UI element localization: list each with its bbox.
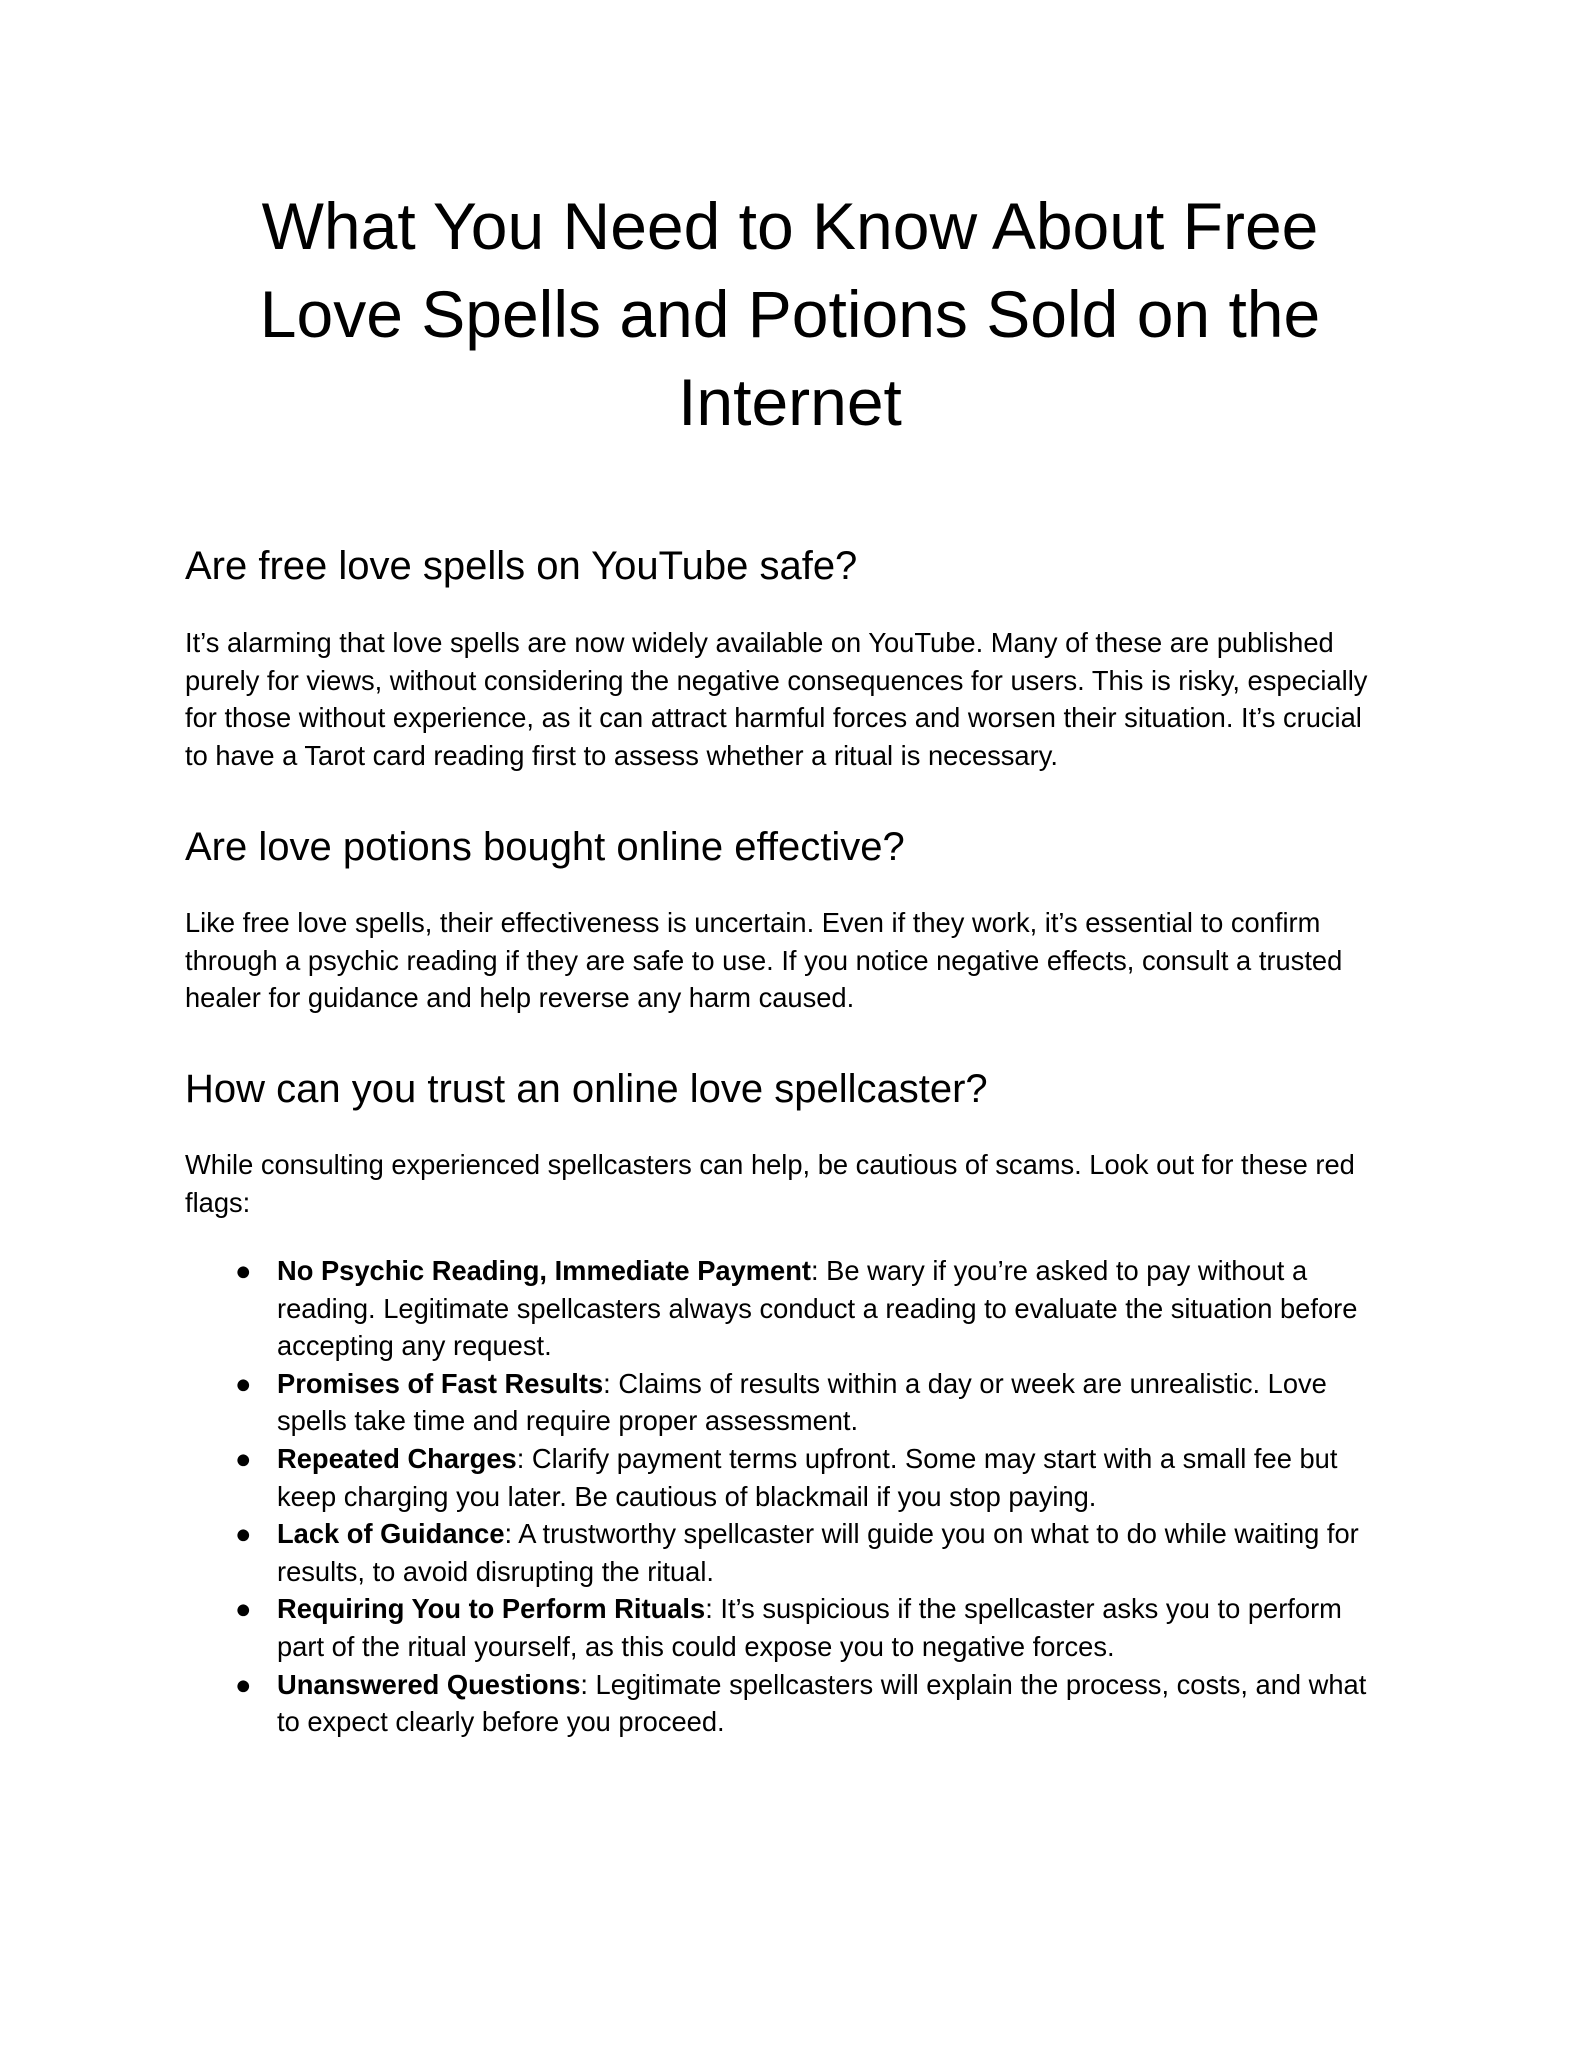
section-heading-potions: Are love potions bought online effective?	[185, 825, 905, 869]
list-item-term: Lack of Guidance	[277, 1518, 505, 1550]
red-flags-list	[185, 1252, 1390, 1741]
list-item-term: Repeated Charges	[277, 1442, 517, 1474]
list-item-text: : Claims of results within a day or week are unrealistic. Love spells take time and require proper assessment.	[277, 1367, 1327, 1437]
list-item-term: Requiring You to Perform Rituals	[277, 1593, 706, 1625]
bullet-icon: ●	[235, 1668, 252, 1700]
bullet-icon: ●	[235, 1518, 252, 1550]
section-body-potions: Like free love spells, their effectiveness is uncertain. Even if they work, it’s essential to confirm through a psychic reading if they are safe to use. If you notice negative effects, consult a trusted healer for guidance and help reverse any harm caused.	[185, 907, 1343, 1014]
list-item-text: : Clarify payment terms upfront. Some may start with a small fee but keep charging you later. Be cautious of blackmail if you stop paying.	[277, 1442, 1338, 1512]
list-item-text: : Legitimate spellcasters will explain the process, costs, and what to expect clearly before you proceed.	[277, 1668, 1367, 1738]
bullet-icon: ●	[235, 1255, 252, 1286]
bullet-icon: ●	[235, 1442, 252, 1474]
list-item-term: Promises of Fast Results	[277, 1367, 604, 1399]
list-item	[185, 1365, 1390, 1440]
section-heading-trust: How can you trust an online love spellcaster?	[185, 1067, 988, 1111]
bullet-icon: ●	[235, 1367, 252, 1399]
section-heading-youtube: Are free love spells on YouTube safe?	[185, 544, 858, 588]
list-item	[185, 1590, 1390, 1665]
list-item	[185, 1515, 1390, 1590]
section-body-youtube: It’s alarming that love spells are now widely available on YouTube. Many of these are published purely for views, without considering the negative consequences for users. This is risky, especially for those without experience, as it can attract harmful forces and worsen their situation. It’s crucial to have a Tarot card reading first to assess whether a ritual is necessary.	[185, 627, 1368, 771]
list-item-term: Unanswered Questions	[277, 1668, 581, 1700]
list-item-text: : A trustworthy spellcaster will guide you on what to do while waiting for results, to avoid disrupting the ritual.	[277, 1518, 1359, 1587]
bullet-icon: ●	[235, 1593, 252, 1625]
list-item-text: : It’s suspicious if the spellcaster asks you to perform part of the ritual yourself, as this could expose you to negative forces.	[277, 1593, 1342, 1662]
section-body-trust: While consulting experienced spellcasters can help, be cautious of scams. Look out for these red flags:	[185, 1149, 1355, 1218]
list-item-text: : Be wary if you’re asked to pay without a reading. Legitimate spellcasters always conduct a reading to evaluate the situation before accepting any request.	[277, 1255, 1358, 1362]
list-item-term: No Psychic Reading, Immediate Payment	[277, 1255, 811, 1286]
document-title: What You Need to Know About Free Love Spells and Potions Sold on the Internet	[259, 189, 1321, 439]
list-item	[185, 1440, 1390, 1515]
list-item	[185, 1666, 1390, 1741]
list-item	[185, 1252, 1390, 1365]
